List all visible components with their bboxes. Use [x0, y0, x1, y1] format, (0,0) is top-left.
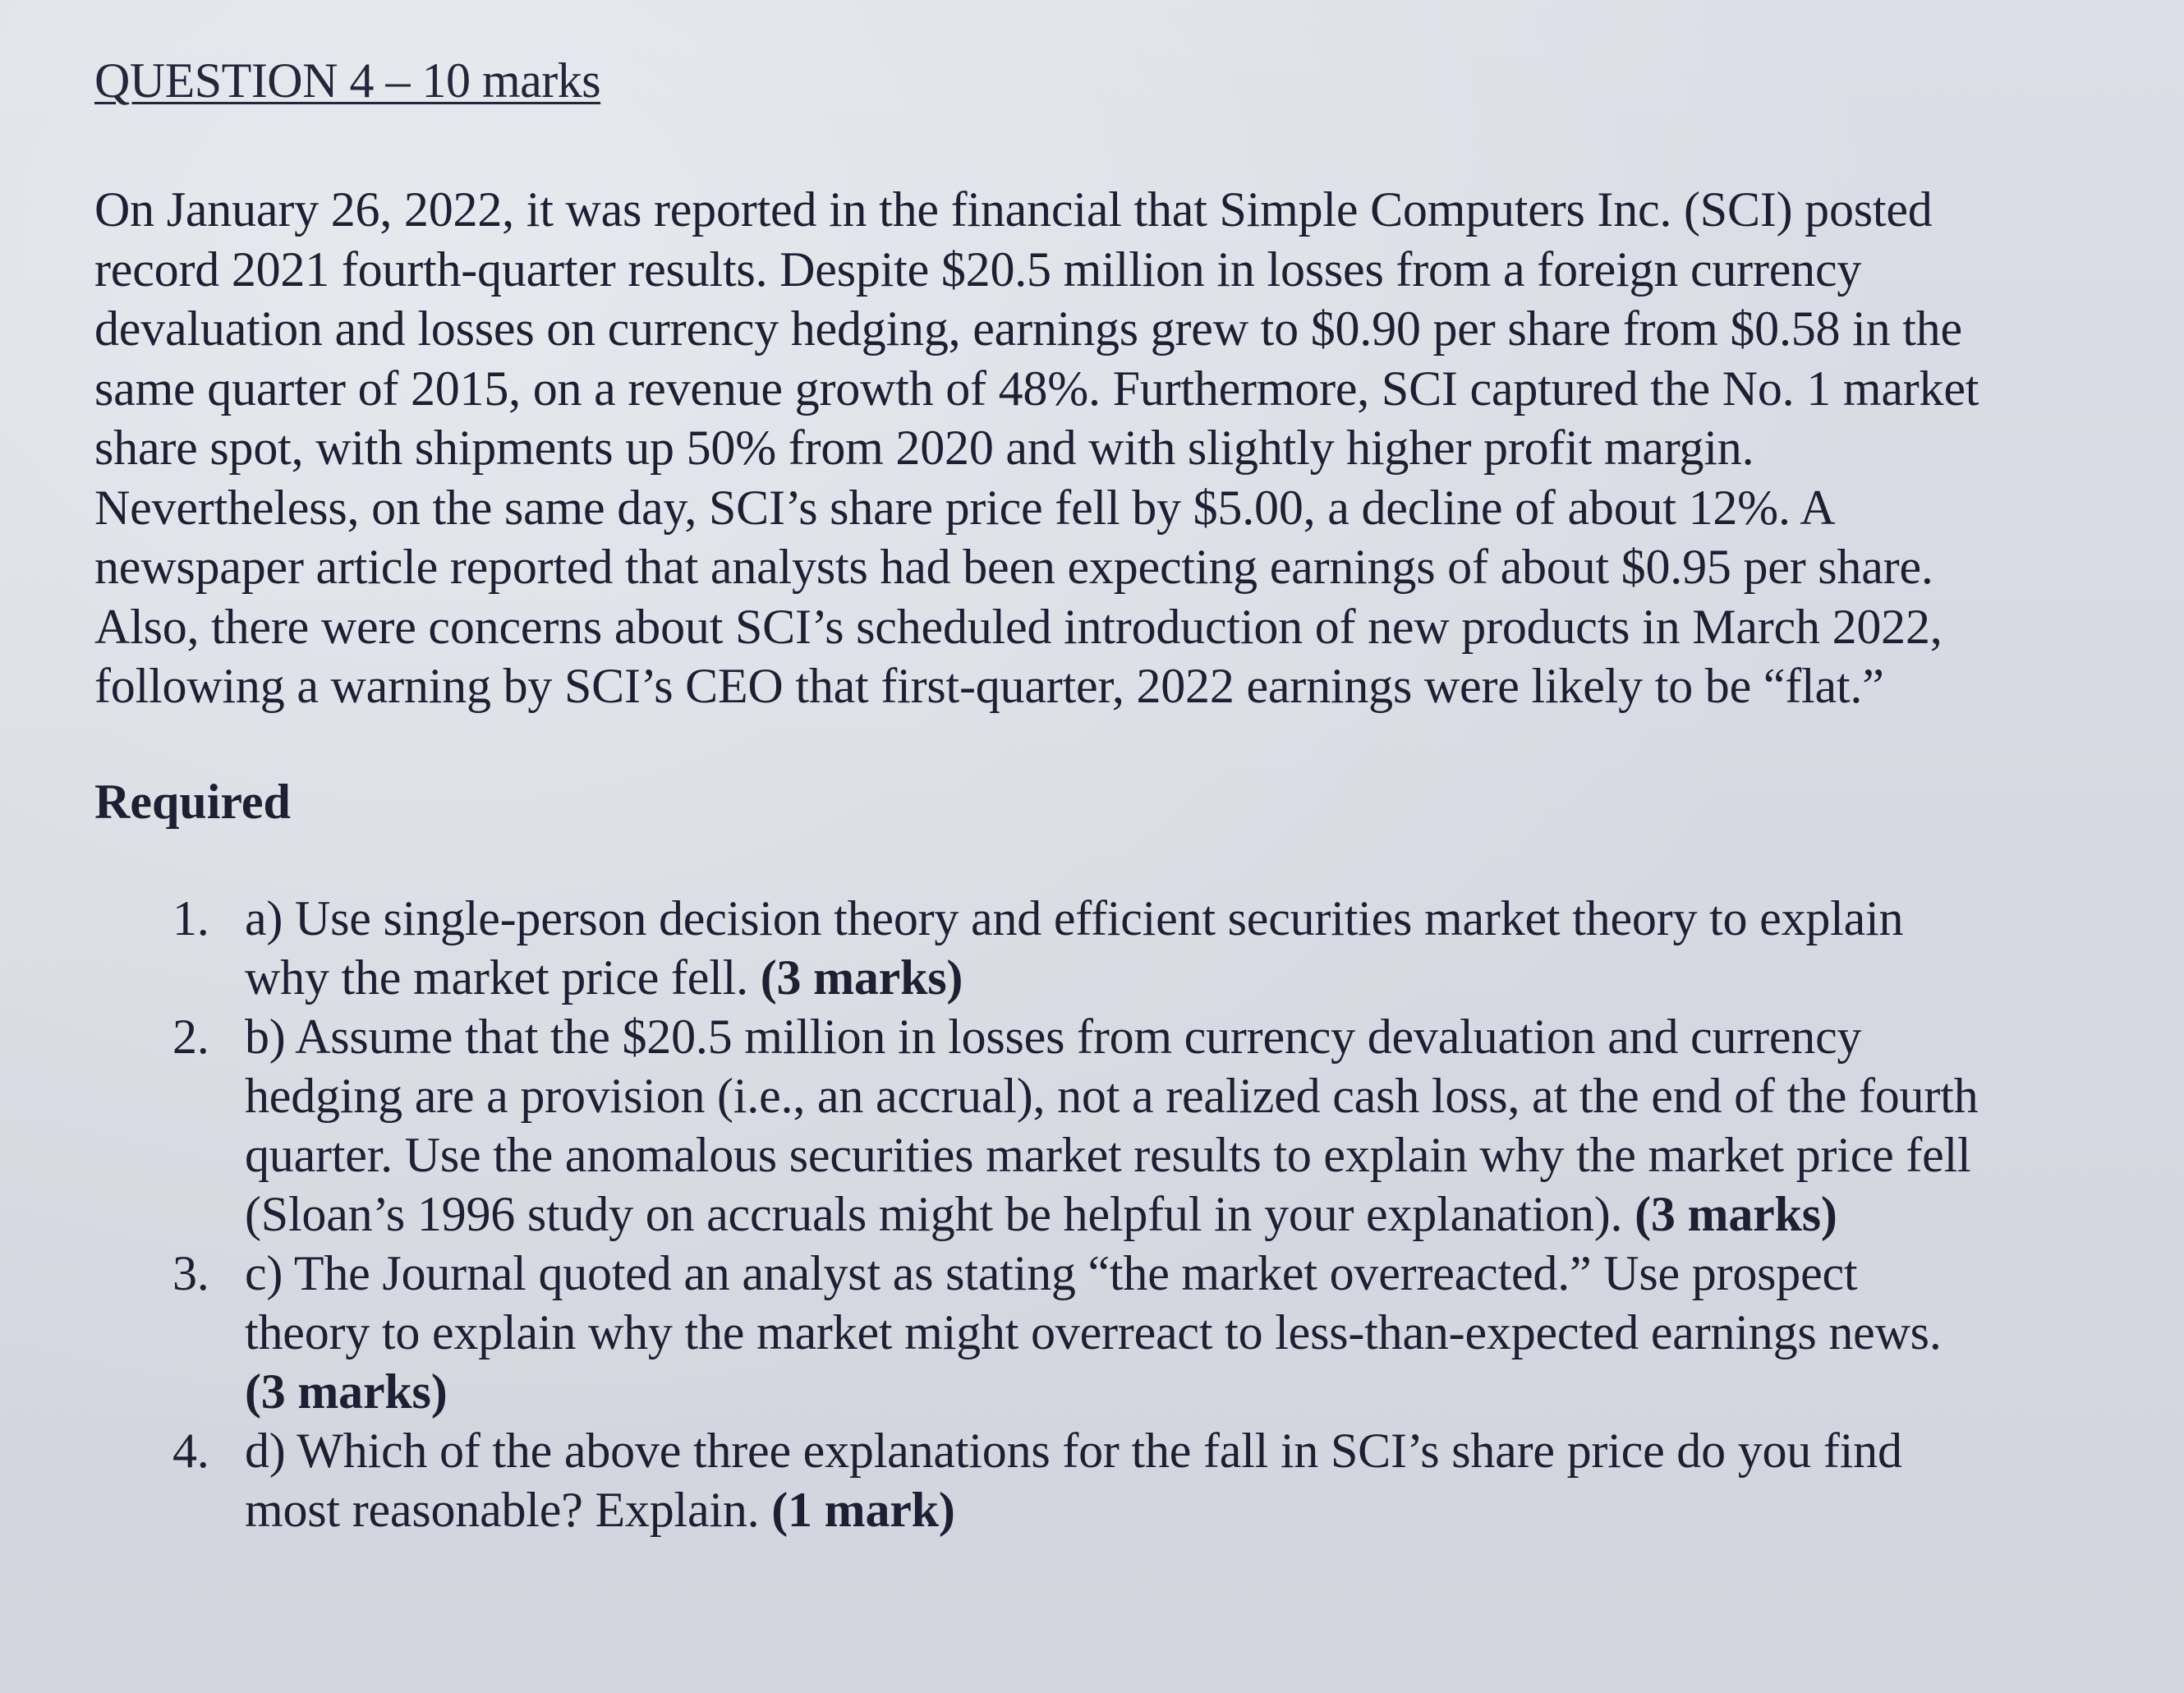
question-line: b) Assume that the $20.5 million in losses from currency devaluation and currency	[245, 1009, 1862, 1064]
question-number: 3.	[172, 1245, 209, 1300]
question-line-text: why the market price fell.	[245, 950, 748, 1005]
question-heading	[94, 51, 2135, 110]
question-item-3	[94, 1244, 2135, 1421]
scenario-line: share spot, with shipments up 50% from 2020 and with slightly higher profit margin.	[94, 421, 1754, 475]
question-item-2	[94, 1007, 2135, 1244]
question-number: 2.	[172, 1009, 209, 1064]
question-line: a) Use single-person decision theory and efficient securities market theory to explain	[245, 890, 1904, 945]
question-line-text: (Sloan’s 1996 study on accruals might be helpful in your explanation).	[245, 1186, 1623, 1241]
question-line-last	[245, 1185, 2135, 1244]
scenario-line: following a warning by SCI’s CEO that first-quarter, 2022 earnings were likely to be “flat.”	[94, 659, 1884, 713]
scenario-line: On January 26, 2022, it was reported in the financial that Simple Computers Inc. (SCI) posted	[94, 182, 1933, 237]
question-marks: (3 marks)	[245, 1364, 448, 1419]
question-line: d) Which of the above three explanations for the fall in SCI’s share price do you find	[245, 1423, 1902, 1478]
scenario-line: Also, there were concerns about SCI’s scheduled introduction of new products in March 2022,	[94, 599, 1943, 654]
required-heading: Required	[94, 774, 291, 829]
question-item-4	[94, 1421, 2135, 1539]
question-line-text: most reasonable? Explain.	[245, 1482, 760, 1537]
scenario-line: newspaper article reported that analysts had been expecting earnings of about $0.95 per share.	[94, 540, 1933, 594]
question-marks: (3 marks)	[760, 950, 963, 1005]
scenario-line: same quarter of 2015, on a revenue growth of 48%. Furthermore, SCI captured the No. 1 market	[94, 361, 1979, 416]
question-list	[94, 889, 2135, 1539]
question-marks: (1 mark)	[771, 1482, 955, 1537]
scenario-line: record 2021 fourth-quarter results. Despite $20.5 million in losses from a foreign currency	[94, 242, 1862, 297]
scenario-line: devaluation and losses on currency hedging, earnings grew to $0.90 per share from $0.58 in the	[94, 301, 1962, 356]
question-number: 1.	[172, 890, 209, 945]
question-line-last	[245, 1480, 2135, 1539]
question-line-last	[245, 1362, 2135, 1421]
question-line: hedging are a provision (i.e., an accrual), not a realized cash loss, at the end of the fourth	[245, 1068, 1979, 1123]
question-item-1	[94, 889, 2135, 1007]
question-line: quarter. Use the anomalous securities market results to explain why the market price fell	[245, 1127, 1971, 1182]
question-heading-text: QUESTION 4 – 10 marks	[94, 53, 601, 108]
question-line-last	[245, 948, 2135, 1007]
question-line: c) The Journal quoted an analyst as stating “the market overreacted.” Use prospect	[245, 1245, 1858, 1300]
question-line: theory to explain why the market might overreact to less-than-expected earnings news.	[245, 1304, 1942, 1359]
question-marks: (3 marks)	[1635, 1186, 1837, 1241]
scenario-paragraph	[94, 180, 2115, 716]
scenario-line: Nevertheless, on the same day, SCI’s share price fell by $5.00, a decline of about 12%. A	[94, 480, 1836, 535]
question-number: 4.	[172, 1423, 209, 1478]
